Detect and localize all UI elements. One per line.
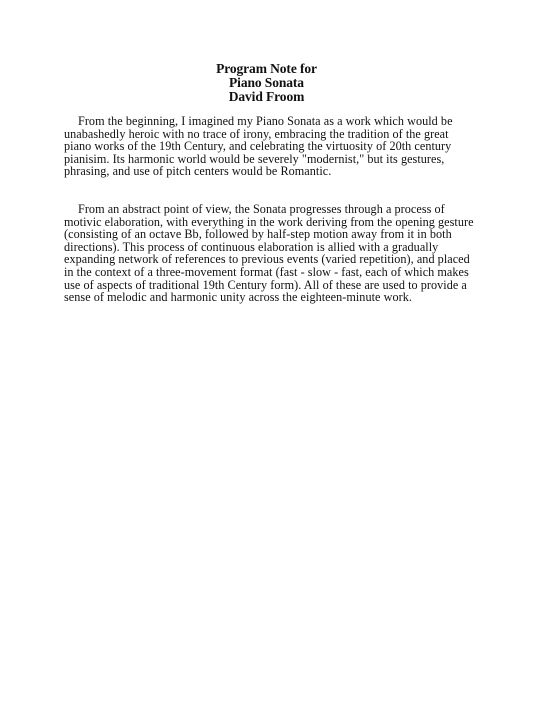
document-title bbox=[0, 62, 533, 104]
paragraph-1-text: From the beginning, I imagined my Piano Sonata as a work which would be unabashedly heroic with no trace of irony, embracing the tradition of the great piano works of the 19th Century, and celebrating the virtuosity of 20th century pianisim. Its harmonic world would be severely "modernist," but its gestures, phrasing, and use of pitch centers would be Romantic. bbox=[64, 114, 453, 179]
title-line-3: David Froom bbox=[228, 89, 305, 104]
paragraph-1 bbox=[64, 115, 476, 178]
title-line-2: Piano Sonata bbox=[229, 75, 304, 90]
paragraph-2 bbox=[64, 203, 476, 304]
paragraph-2-text: From an abstract point of view, the Sonata progresses through a process of motivic elaboration, with everything in the work deriving from the opening gesture (consisting of an octave Bb, followed by half-step motion away from it in both directions). This process of continuous elaboration is allied with a gradually expanding network of references to previous events (varied repetition), and placed in the context of a three-movement format (fast - slow - fast, each of which makes use of aspects of traditional 19th Century form). All of these are used to provide a sense of melodic and harmonic unity across the eighteen-minute work. bbox=[64, 202, 474, 305]
title-line-1: Program Note for bbox=[216, 61, 317, 76]
